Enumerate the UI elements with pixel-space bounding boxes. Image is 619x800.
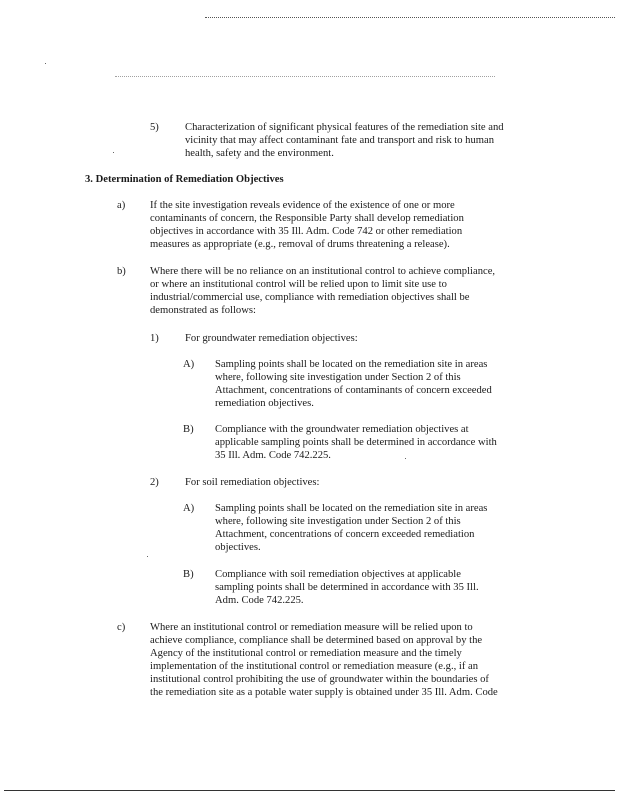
paragraph-line: measures as appropriate (e.g., removal of drums threatening a release). <box>150 239 450 250</box>
paragraph-line: health, safety and the environment. <box>185 148 334 159</box>
paragraph-line: Adm. Code 742.225. <box>215 595 304 606</box>
paragraph-line: applicable sampling points shall be determined in accordance with <box>215 437 497 448</box>
paragraph-line: Compliance with the groundwater remediation objectives at <box>215 424 469 435</box>
paragraph-line: where, following site investigation under Section 2 of this <box>215 372 461 383</box>
paragraph-line: industrial/commercial use, compliance with remediation objectives shall be <box>150 292 470 303</box>
scan-speck <box>405 458 406 459</box>
paragraph-line: If the site investigation reveals evidence of the existence of one or more <box>150 200 455 211</box>
scan-artifact-upper <box>115 76 495 77</box>
list-marker: A) <box>183 503 195 514</box>
list-marker: 2) <box>150 477 159 488</box>
paragraph-line: Where there will be no reliance on an institutional control to achieve compliance, <box>150 266 496 277</box>
scan-speck <box>113 152 114 153</box>
paragraph-line: Characterization of significant physical features of the remediation site and <box>185 122 504 133</box>
list-marker: B) <box>183 424 194 435</box>
paragraph-line: Where an institutional control or remediation measure will be relied upon to <box>150 622 473 633</box>
paragraph-line: sampling points shall be determined in accordance with 35 Ill. <box>215 582 479 593</box>
scan-speck <box>147 556 148 557</box>
paragraph-line: the remediation site as a potable water supply is obtained under 35 Ill. Adm. Code <box>150 687 498 698</box>
list-marker: 1) <box>150 333 159 344</box>
scan-speck <box>45 63 46 64</box>
paragraph-line: vicinity that may affect contaminant fate and transport and risk to human <box>185 135 494 146</box>
paragraph-line: Agency of the institutional control or remediation measure and the timely <box>150 648 462 659</box>
paragraph-line: where, following site investigation under Section 2 of this <box>215 516 461 527</box>
paragraph-line: Sampling points shall be located on the remediation site in areas <box>215 359 488 370</box>
paragraph-line: 35 Ill. Adm. Code 742.225. <box>215 450 331 461</box>
paragraph-line: contaminants of concern, the Responsible Party shall develop remediation <box>150 213 464 224</box>
list-marker: c) <box>117 622 126 633</box>
paragraph-line: objectives in accordance with 35 Ill. Adm. Code 742 or other remediation <box>150 226 463 237</box>
paragraph-line: Compliance with soil remediation objectives at applicable <box>215 569 461 580</box>
paragraph-line: For soil remediation objectives: <box>185 477 320 488</box>
paragraph-line: remediation objectives. <box>215 398 314 409</box>
paragraph-line: or where an institutional control will be relied upon to limit site use to <box>150 279 447 290</box>
list-marker: A) <box>183 359 195 370</box>
paragraph-line: achieve compliance, compliance shall be determined based on approval by the <box>150 635 483 646</box>
list-marker: B) <box>183 569 194 580</box>
paragraph-line: objectives. <box>215 542 261 553</box>
paragraph-line: Attachment, concentrations of contaminants of concern exceeded <box>215 385 492 396</box>
paragraph-line: Attachment, concentrations of concern exceeded remediation <box>215 529 475 540</box>
paragraph-line: Sampling points shall be located on the remediation site in areas <box>215 503 488 514</box>
list-marker: a) <box>117 200 126 211</box>
paragraph-line: For groundwater remediation objectives: <box>185 333 358 344</box>
scan-artifact-bottom <box>4 790 615 791</box>
list-marker: b) <box>117 266 126 277</box>
list-marker: 5) <box>150 122 159 133</box>
paragraph-line: implementation of the institutional control or remediation measure (e.g., if an <box>150 661 479 672</box>
scan-artifact-top <box>205 17 615 18</box>
section-heading: 3. Determination of Remediation Objectives <box>85 174 284 185</box>
paragraph-line: institutional control prohibiting the use of groundwater within the boundaries of <box>150 674 489 685</box>
paragraph-line: demonstrated as follows: <box>150 305 256 316</box>
